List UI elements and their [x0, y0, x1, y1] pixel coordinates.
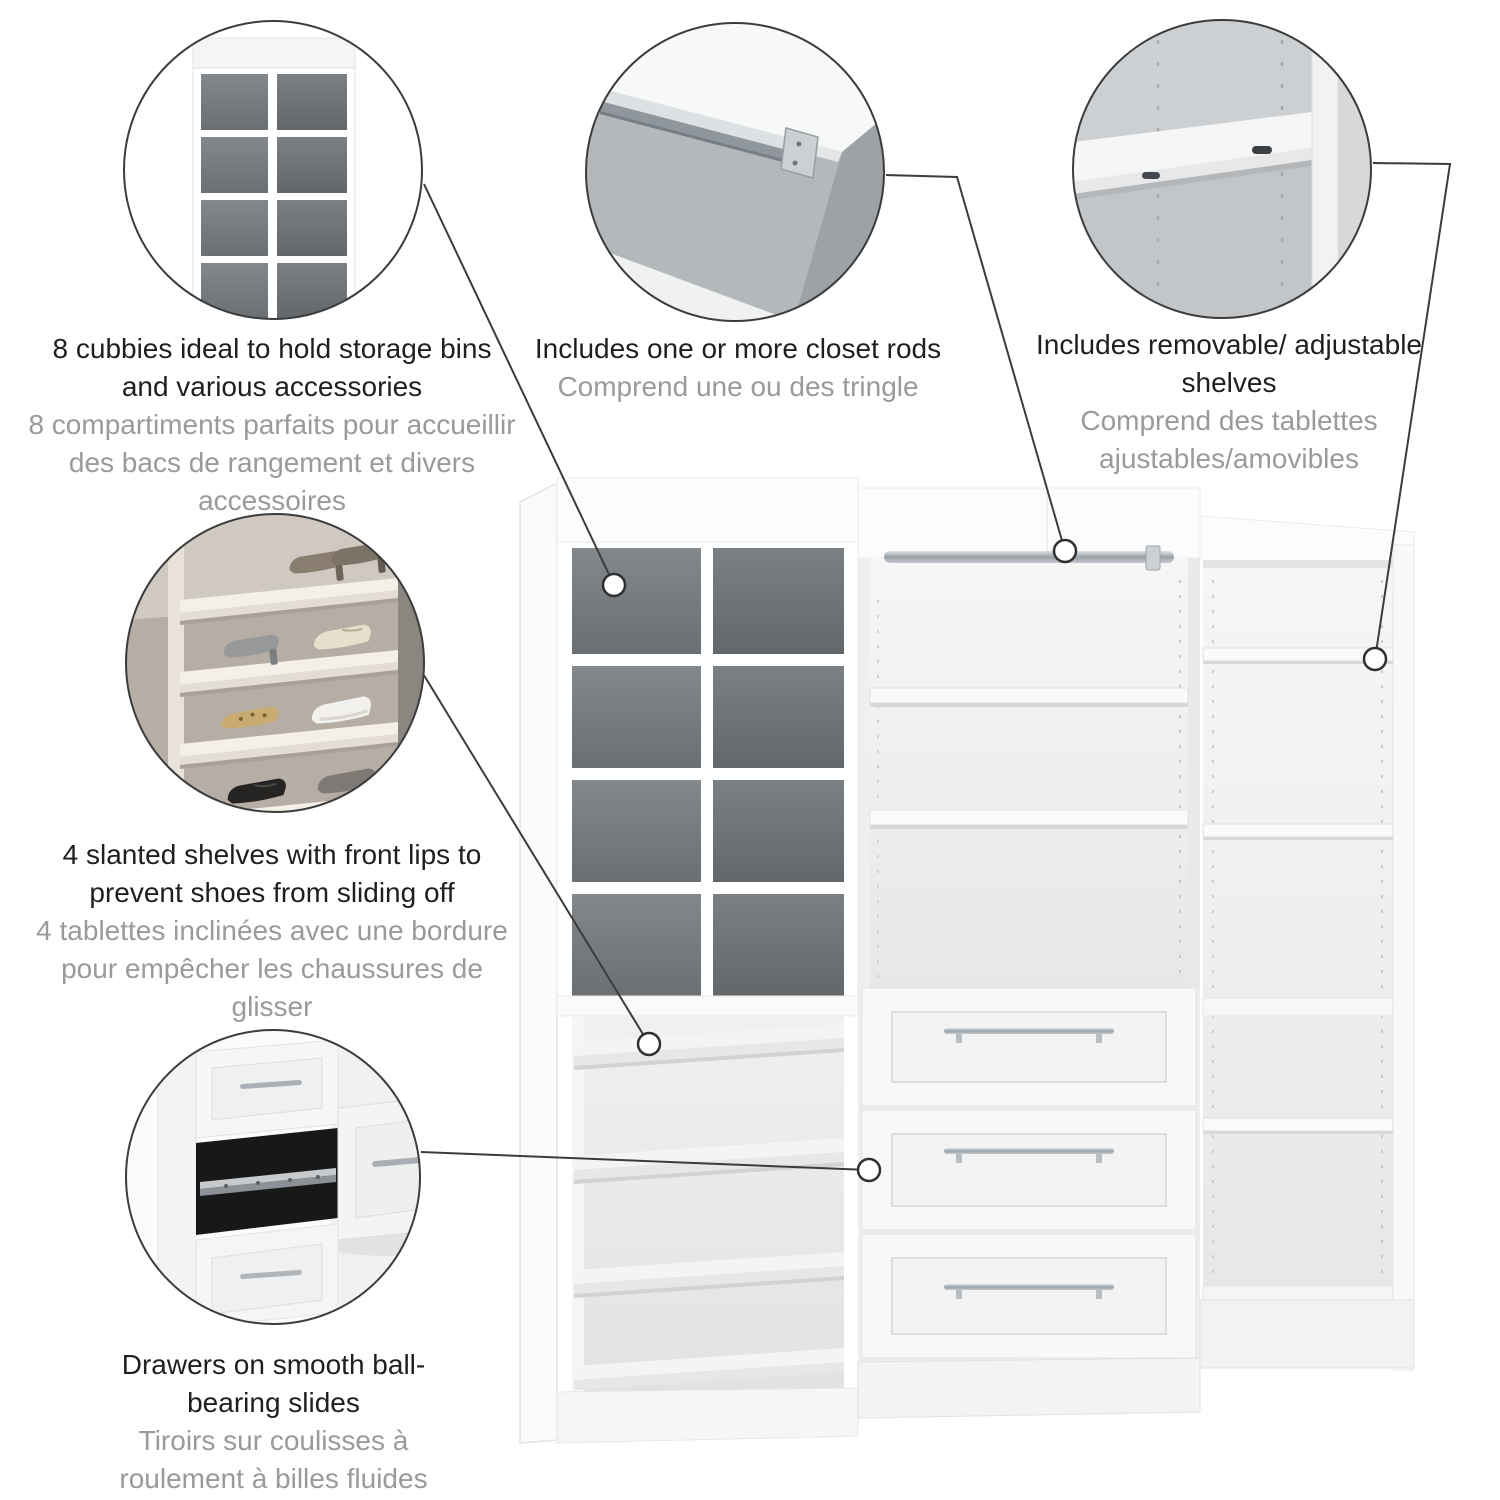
- callout-text-drawers: [81, 1346, 466, 1498]
- callout-text-cubbies: [27, 330, 517, 520]
- drawer-3: [862, 1234, 1196, 1358]
- marker-drawers: [858, 1159, 880, 1181]
- callout-cubbies-fr: 8 compartiments parfaits pour accueillir des bacs de rangement et divers accessoires: [28, 409, 516, 517]
- callout-cubbies-en: 8 cubbies ideal to hold storage bins and various accessories: [52, 333, 492, 403]
- callout-shelves-fr: Comprend des tablettes ajustables/amovibles: [1080, 405, 1378, 475]
- drawer-1-handle: [944, 1028, 1114, 1034]
- callout-text-shelves: [1017, 326, 1441, 478]
- callout-drawers-en: Drawers on smooth ball-bearing slides: [121, 1349, 426, 1419]
- right-tower: [1200, 516, 1414, 1370]
- shelf-pin: [1252, 146, 1272, 154]
- marker-shoes: [638, 1033, 660, 1055]
- cabinet-side-panel: [158, 1040, 196, 1324]
- callout-shoes-fr: 4 tablettes inclinées avec une bordure pour empêcher les chaussures de glisser: [36, 915, 508, 1023]
- left-side-panel: [520, 483, 557, 1443]
- drawer-cavity: [196, 1128, 338, 1235]
- drawer-stack: [858, 988, 1200, 1362]
- callout-circle-shelves: [1073, 20, 1378, 326]
- drawer-closeup-top: [196, 1040, 338, 1138]
- drawer-2: [862, 1110, 1196, 1230]
- callout-rod-fr: Comprend une ou des tringle: [557, 371, 919, 403]
- drawer-closeup-pulled: [320, 1092, 478, 1256]
- marker-rod: [1054, 540, 1076, 562]
- middle-tower: [858, 488, 1200, 1418]
- marker-shelves: [1364, 648, 1386, 670]
- callout-rod-en: Includes one or more closet rods: [534, 333, 942, 364]
- callout-drawers-fr: Tiroirs sur coulisses à roulement à billes fluides: [119, 1425, 428, 1495]
- drawer-2-handle: [944, 1148, 1114, 1154]
- drawer-3-handle: [944, 1284, 1114, 1290]
- right-tower-base: [1200, 1300, 1414, 1368]
- callout-circle-rod: [575, 15, 895, 345]
- slanted-shoe-shelf-section: [572, 1016, 844, 1392]
- callout-circle-shoes: [125, 513, 426, 829]
- marker-cubbies: [603, 574, 625, 596]
- callout-shoes-en: 4 slanted shelves with front lips to prevent shoes from sliding off: [62, 839, 482, 909]
- shelf-pin: [1142, 172, 1160, 179]
- left-tower-base: [557, 1388, 858, 1443]
- callout-text-rod: [493, 330, 983, 406]
- closet-organizer: [520, 478, 1414, 1443]
- callout-circle-drawer: [126, 1030, 478, 1330]
- callout-text-shoes: [22, 836, 522, 1026]
- left-tower: [557, 478, 858, 1443]
- callout-shelves-en: Includes removable/ adjustable shelves: [1035, 329, 1422, 399]
- callout-circle-cubbies: [124, 21, 422, 368]
- middle-tower-base: [858, 1358, 1200, 1418]
- drawer-1: [862, 988, 1196, 1106]
